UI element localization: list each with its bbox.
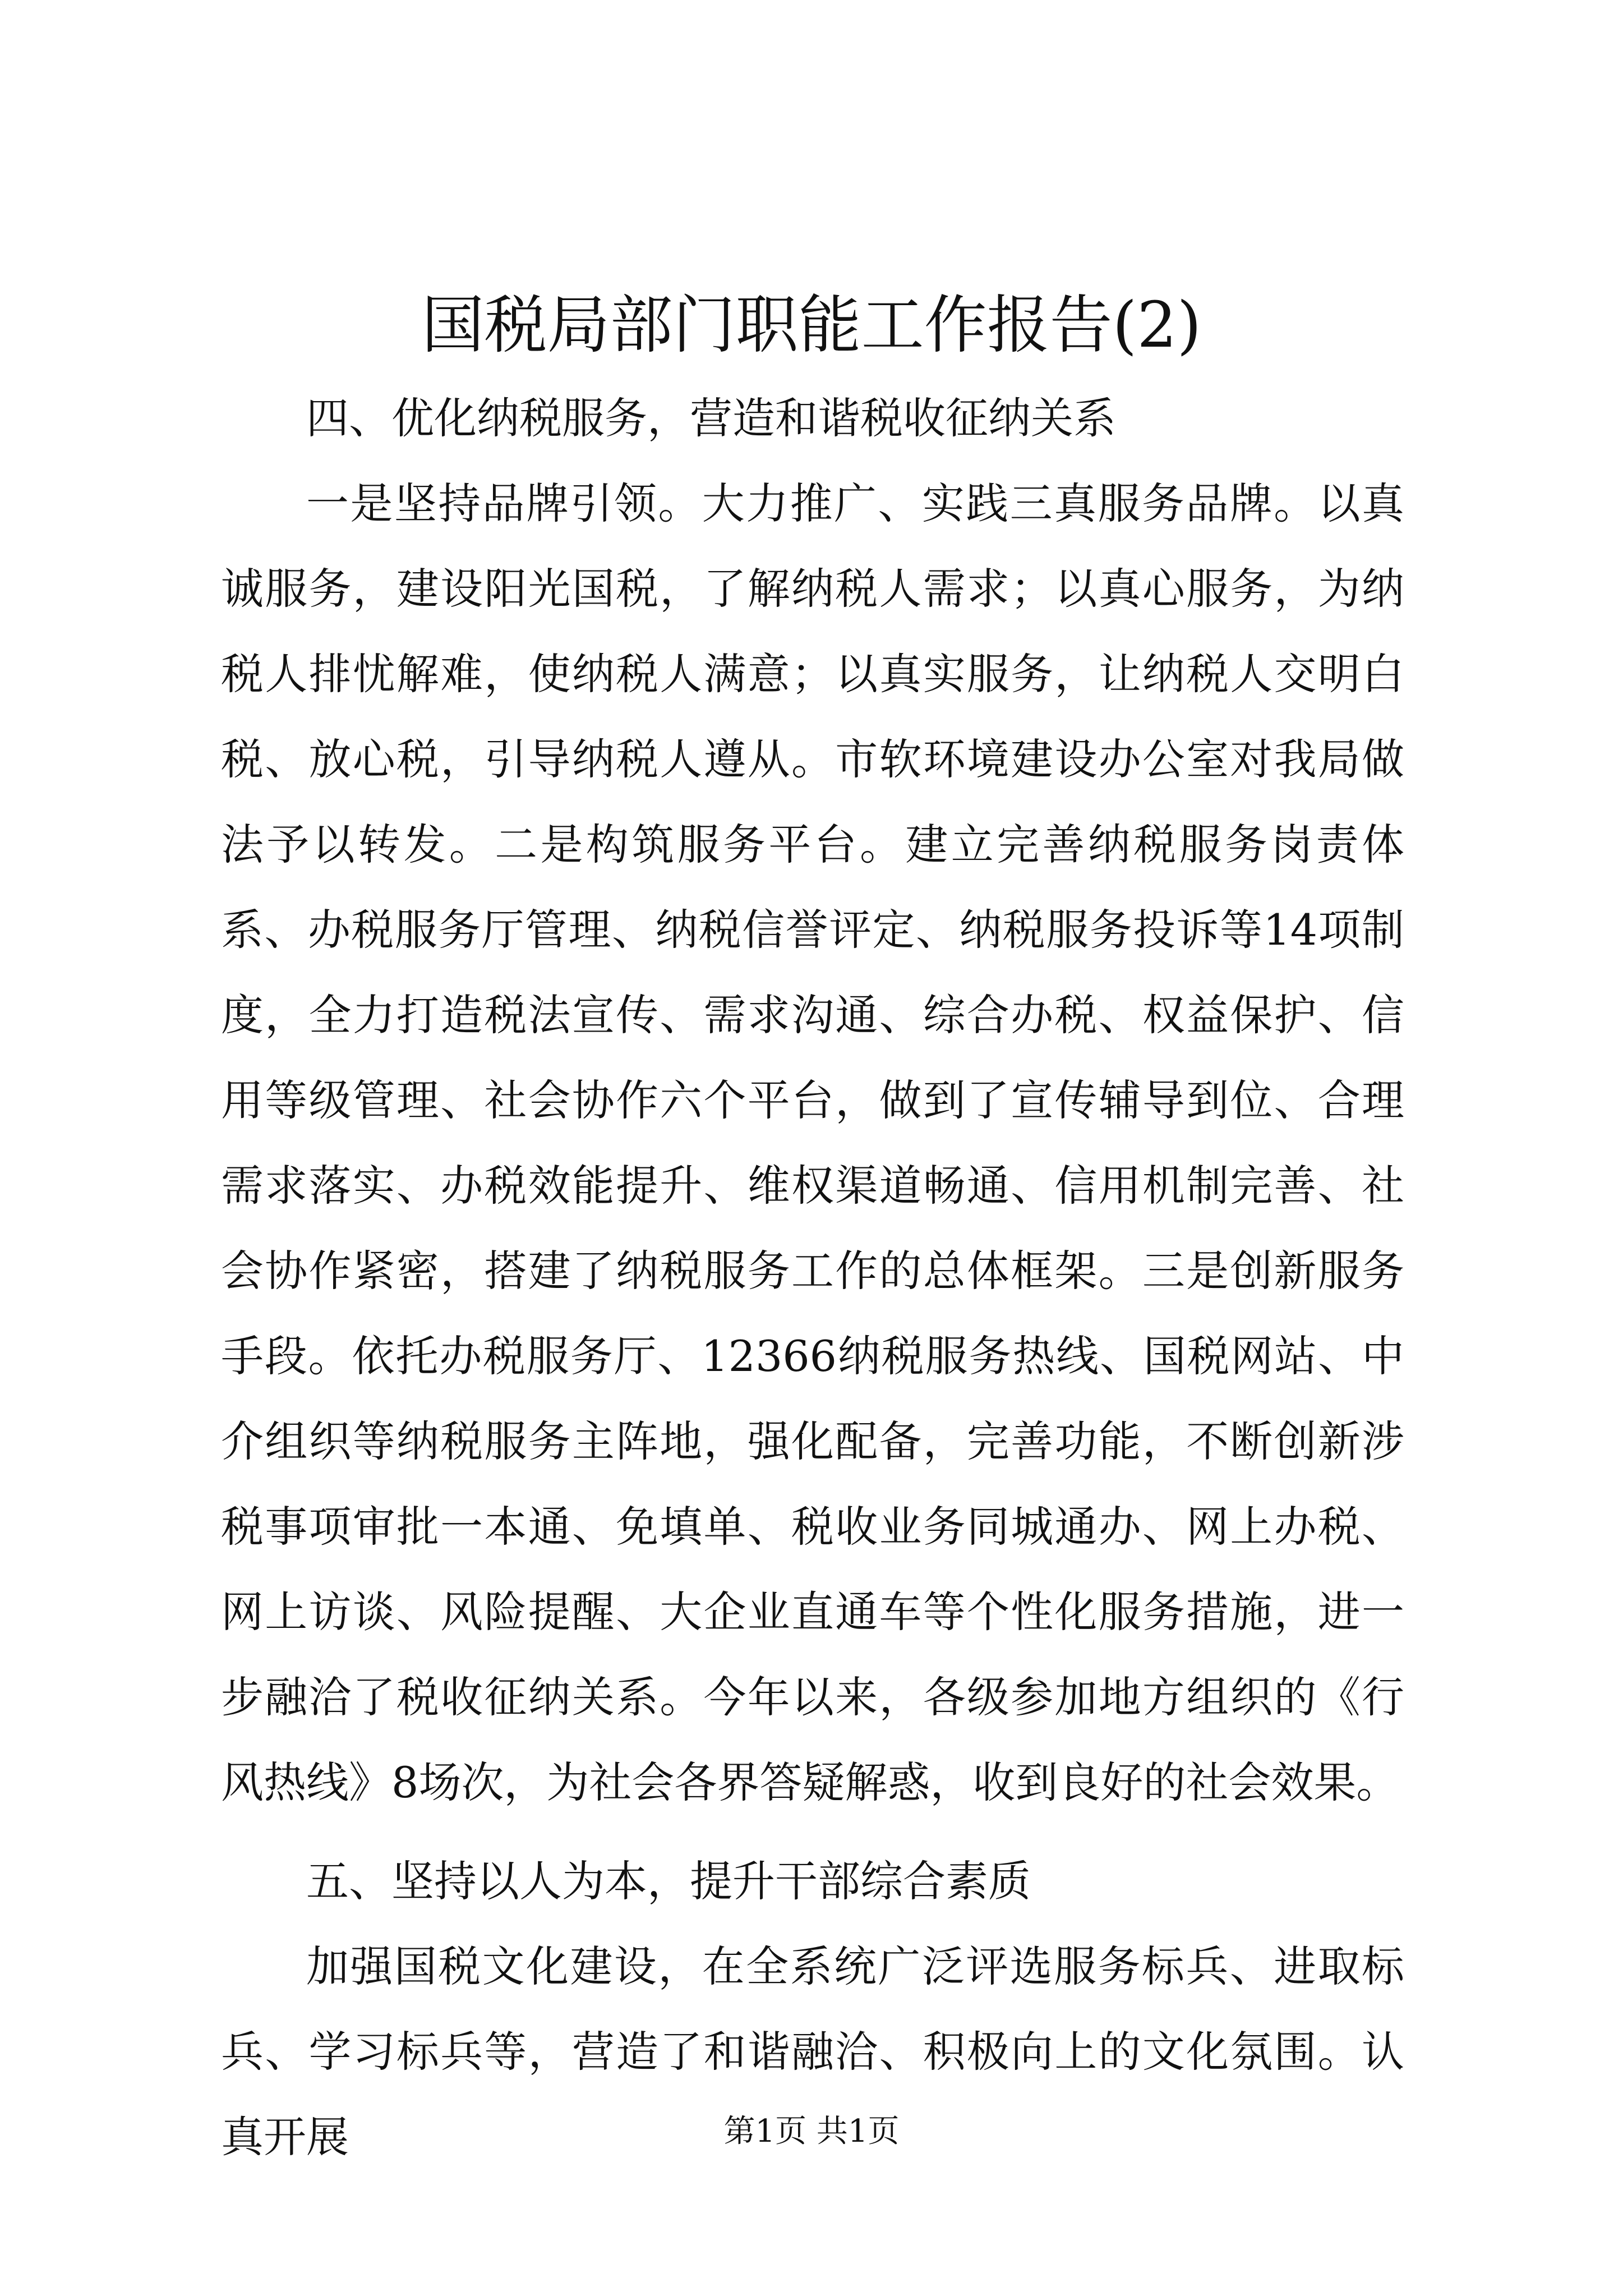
page-footer: 第1页 共1页 (723, 2113, 900, 2150)
document-body (221, 376, 1404, 2180)
document-title: 国税局部门职能工作报告(2) (421, 289, 1202, 362)
body-paragraph: 一是坚持品牌引领。大力推广、实践三真服务品牌。以真诚服务，建设阳光国税，了解纳税人需求；以真心服务，为纳税人排忧解难，使纳税人满意；以真实服务，让纳税人交明白税、放心税，引导纳税人遵从。市软环境建设办公室对我局做法予以转发。二是构筑服务平台。建立完善纳税服务岗责体系、办税服务厅管理、纳税信誉评定、纳税服务投诉等14项制度，全力打造税法宣传、需求沟通、综合办税、权益保护、信用等级管理、社会协作六个平台，做到了宣传辅导到位、合理需求落实、办税效能提升、维权渠道畅通、信用机制完善、社会协作紧密，搭建了纳税服务工作的总体框架。三是创新服务手段。依托办税服务厅、12366纳税服务热线、国税网站、中介组织等纳税服务主阵地，强化配备，完善功能，不断创新涉税事项审批一本通、免填单、税收业务同城通办、网上办税、网上访谈、风险提醒、大企业直通车等个性化服务措施，进一步融洽了税收征纳关系。今年以来，各级参加地方组织的《行风热线》8场次，为社会各界答疑解惑，收到良好的社会效果。 (221, 478, 1404, 1807)
body-paragraph: 加强国税文化建设，在全系统广泛评选服务标兵、进取标兵、学习标兵等，营造了和谐融洽、积极向上的文化氛围。认真开展 (221, 1941, 1404, 2162)
section-heading-5: 五、坚持以人为本，提升干部综合素质 (306, 1856, 1031, 1906)
section-heading-4: 四、优化纳税服务，营造和谐税收征纳关系 (306, 393, 1116, 443)
